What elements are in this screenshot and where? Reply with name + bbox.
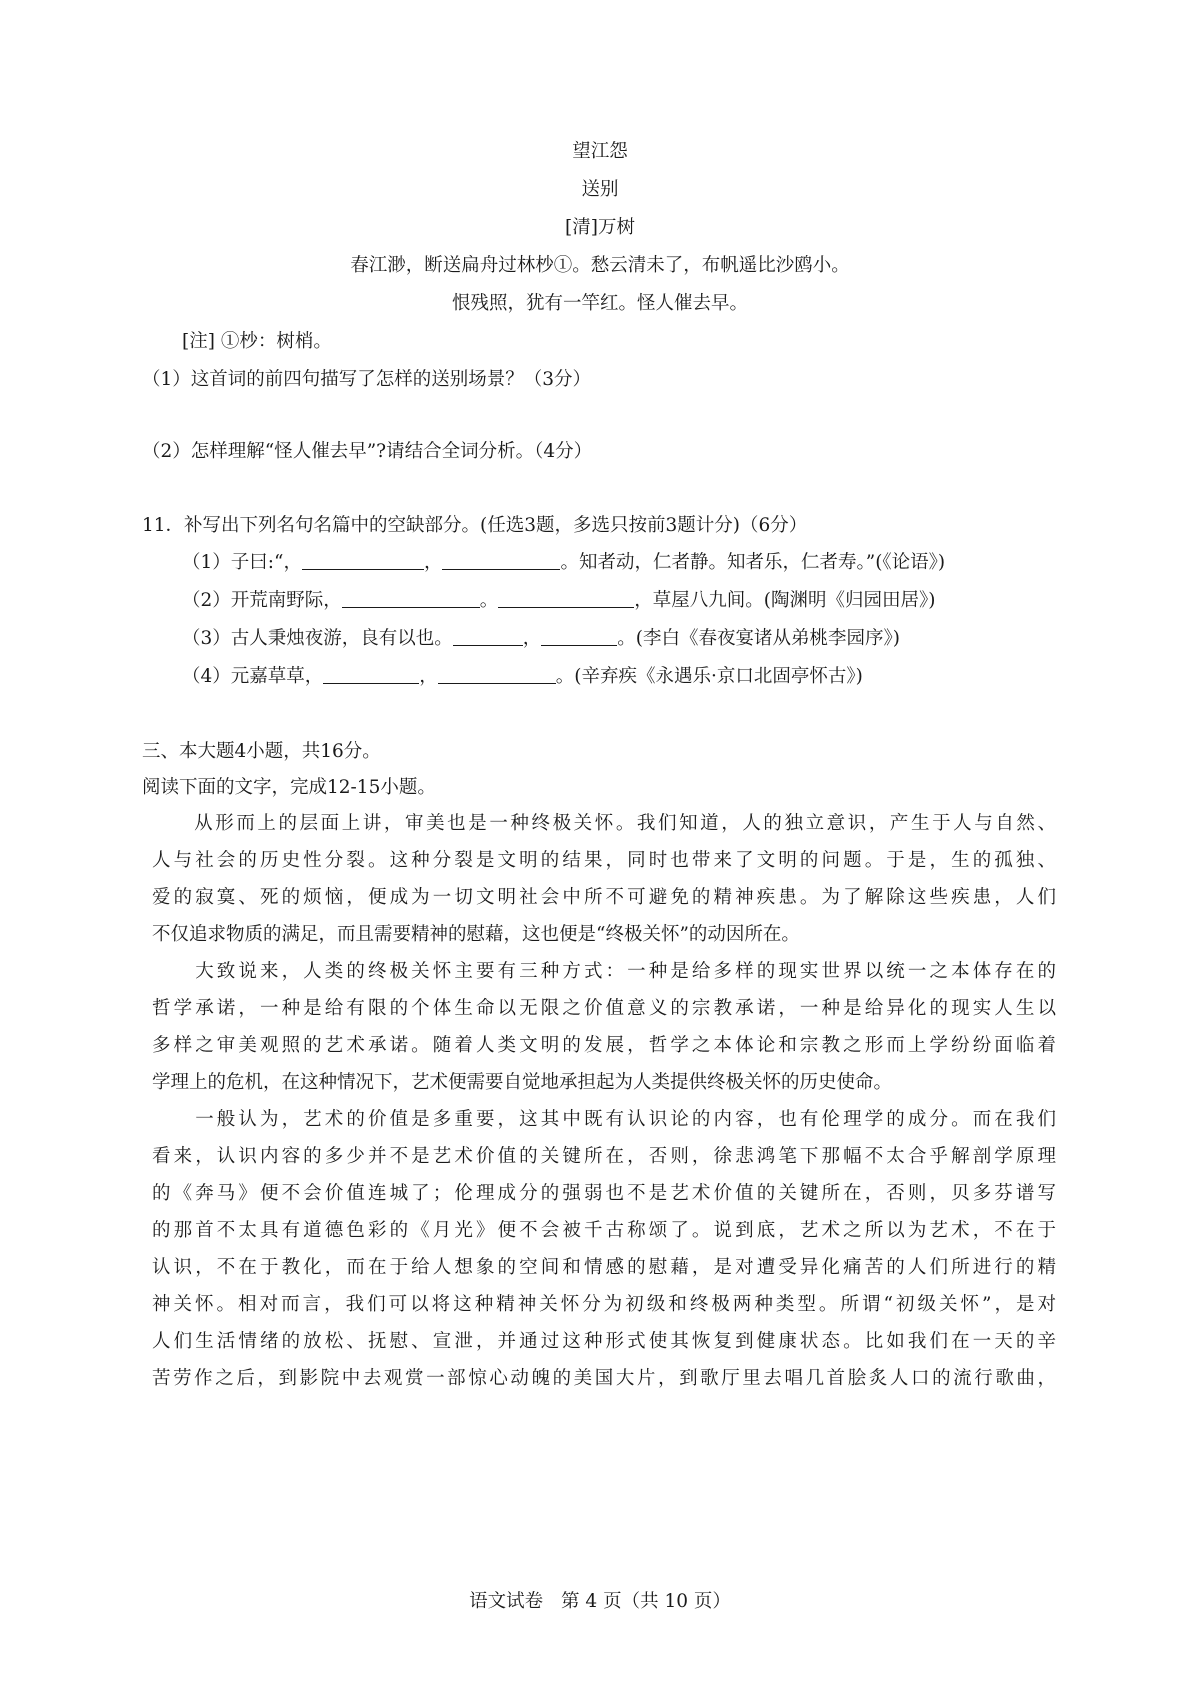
passage-line: 认识，不在于教化，而在于给人想象的空间和情感的慰藉，是对遭受异化痛苦的人们所进行的精: [152, 1257, 1056, 1278]
answer-blank[interactable]: [541, 627, 617, 646]
passage-line: 不仅追求物质的满足，而且需要精神的慰藉，这也便是“终极关怀”的动因所在。: [152, 924, 800, 945]
page-footer: [0, 1590, 1200, 1614]
fill-item-2: [182, 589, 935, 613]
fill-item-suffix: ，草屋八九间。(陶渊明《归园田居》): [634, 590, 936, 611]
question-11-header: 11．补写出下列名句名篇中的空缺部分。(任选3题，多选只按前3题计分)（6分）: [142, 515, 808, 536]
section-3-header: 三、本大题4小题，共16分。: [142, 741, 381, 762]
passage-line: 一般认为，艺术的价值是多重要，这其中既有认识论的内容，也有伦理学的成分。而在我们: [152, 1109, 1056, 1130]
answer-blank[interactable]: [498, 589, 634, 608]
fill-item-prefix: （2）开荒南野际，: [182, 590, 342, 611]
poem-line-1: 春江渺，断送扁舟过林杪①。愁云清未了，布帆遥比沙鸥小。: [350, 255, 850, 276]
question-2: （2）怎样理解“怪人催去早”?请结合全词分析。（4分）: [142, 441, 593, 462]
answer-blank[interactable]: [342, 589, 480, 608]
passage-line: 学理上的危机，在这种情况下，艺术便需要自觉地承担起为人类提供终极关怀的历史使命。: [152, 1072, 893, 1093]
poem-note: [注] ①杪：树梢。: [182, 331, 332, 352]
fill-item-3: [182, 627, 900, 651]
fill-item-1: [182, 551, 945, 575]
footer-page-number: 第 4 页（共 10 页）: [561, 1591, 731, 1612]
passage-line: 哲学承诺，一种是给有限的个体生命以无限之价值意义的宗教承诺，一种是给异化的现实人生以: [152, 998, 1056, 1019]
question-1: （1）这首词的前四句描写了怎样的送别场景？（3分）: [142, 369, 592, 390]
answer-blank[interactable]: [453, 627, 523, 646]
answer-blank[interactable]: [438, 665, 556, 684]
fill-item-separator: 。: [479, 590, 499, 611]
answer-blank[interactable]: [302, 551, 424, 570]
poem-subtitle: 送别: [581, 179, 619, 200]
poem-author: [清]万树: [565, 217, 635, 238]
poem-title: 望江怨: [572, 141, 628, 162]
footer-subject: 语文试卷: [469, 1591, 544, 1612]
fill-item-separator: ，: [423, 552, 443, 573]
fill-item-suffix: 。(李白《春夜宴诸从弟桃李园序》): [617, 628, 900, 649]
passage-line: 爱的寂寞、死的烦恼，便成为一切文明社会中所不可避免的精神疾患。为了解除这些疾患，人们: [152, 887, 1056, 908]
passage-line: 的《奔马》便不会价值连城了；伦理成分的强弱也不是艺术价值的关键所在，否则，贝多芬谱写: [152, 1183, 1056, 1204]
passage-line: 大致说来，人类的终极关怀主要有三种方式：一种是给多样的现实世界以统一之本体存在的: [152, 961, 1056, 982]
passage-line: 苦劳作之后，到影院中去观赏一部惊心动魄的美国大片，到歌厅里去唱几首脍炙人口的流行歌曲，: [152, 1368, 1056, 1389]
answer-blank[interactable]: [442, 551, 560, 570]
fill-item-prefix: （4）元嘉草草，: [182, 666, 324, 687]
answer-blank[interactable]: [323, 665, 419, 684]
passage-line: 多样之审美观照的艺术承诺。随着人类文明的发展，哲学之本体论和宗教之形而上学纷纷面临着: [152, 1035, 1056, 1056]
fill-item-separator: ，: [522, 628, 542, 649]
fill-item-prefix: （3）古人秉烛夜游，良有以也。: [182, 628, 453, 649]
fill-item-prefix: （1）子曰:“，: [182, 552, 302, 573]
passage-line: 人与社会的历史性分裂。这种分裂是文明的结果，同时也带来了文明的问题。于是，生的孤独、: [152, 850, 1056, 871]
section-3-instruction: 阅读下面的文字，完成12-15小题。: [142, 777, 436, 798]
fill-item-4: [182, 665, 863, 689]
fill-item-suffix: 。(辛弃疾《永遇乐·京口北固亭怀古》): [555, 666, 863, 687]
passage-line: 人们生活情绪的放松、抚慰、宣泄，并通过这种形式使其恢复到健康状态。比如我们在一天的辛: [152, 1331, 1056, 1352]
poem-line-2: 恨残照，犹有一竿红。怪人催去早。: [451, 293, 748, 314]
passage-line: 看来，认识内容的多少并不是艺术价值的关键所在，否则，徐悲鸿笔下那幅不太合乎解剖学原理: [152, 1146, 1056, 1167]
fill-item-suffix: 。知者动，仁者静。知者乐，仁者寿。”(《论语》): [560, 552, 946, 573]
fill-item-separator: ，: [419, 666, 438, 687]
passage-line: 从形而上的层面上讲，审美也是一种终极关怀。我们知道，人的独立意识，产生于人与自然、: [152, 813, 1056, 834]
passage-line: 的那首不太具有道德色彩的《月光》便不会被千古称颂了。说到底，艺术之所以为艺术，不在于: [152, 1220, 1056, 1241]
passage-line: 神关怀。相对而言，我们可以将这种精神关怀分为初级和终极两种类型。所谓“初级关怀”，是对: [152, 1294, 1056, 1315]
